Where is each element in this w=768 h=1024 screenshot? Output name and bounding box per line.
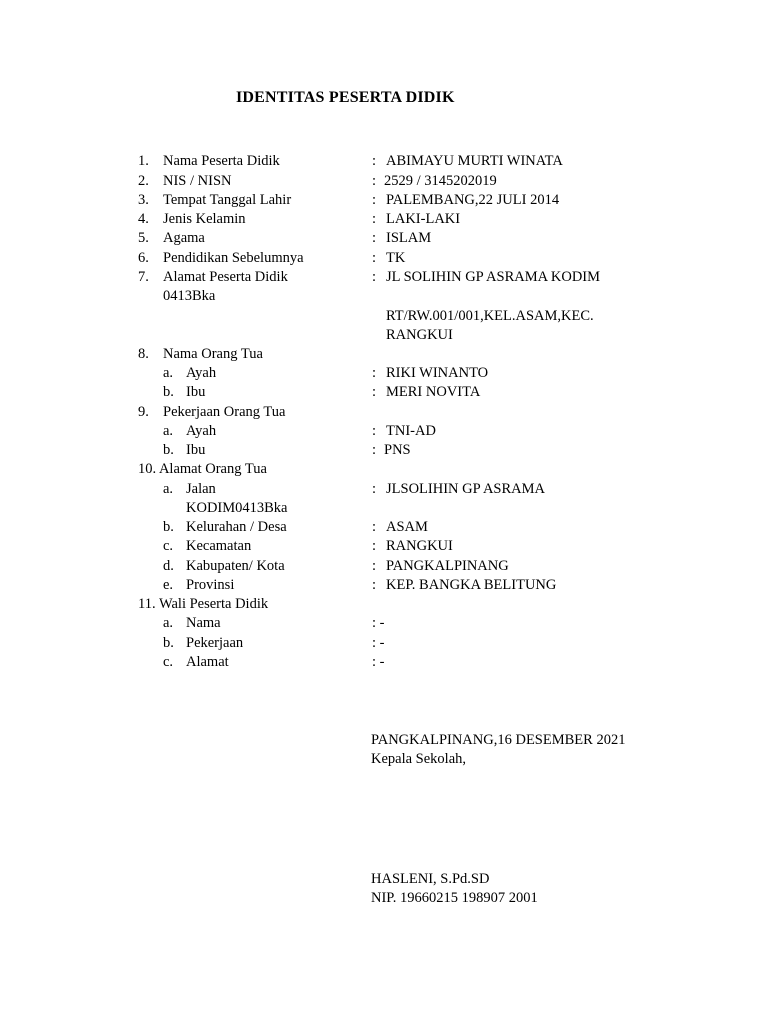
signature-nip: NIP. 19660215 198907 2001 <box>371 890 538 906</box>
field-label: NIS / NISN <box>163 173 232 189</box>
field-colon: : <box>372 538 377 554</box>
field-value: : - <box>372 615 385 631</box>
field-label: Alamat Peserta Didik <box>163 269 288 285</box>
field-colon: : <box>372 230 377 246</box>
field-label: Kabupaten/ Kota <box>186 558 285 574</box>
field-label-continued: 0413Bka <box>163 288 216 304</box>
field-label: Ayah <box>186 365 217 381</box>
field-colon: : <box>372 481 377 497</box>
field-value: MERI NOVITA <box>386 384 481 400</box>
document-title: IDENTITAS PESERTA DIDIK <box>236 89 455 106</box>
field-label: Alamat <box>186 654 229 670</box>
field-colon: : <box>372 442 377 458</box>
field-value: ABIMAYU MURTI WINATA <box>386 153 563 169</box>
field-value: ISLAM <box>386 230 432 246</box>
field-label: Provinsi <box>186 577 235 593</box>
field-letter: c. <box>163 654 174 670</box>
field-label: Pekerjaan <box>186 635 244 651</box>
field-letter: b. <box>163 442 174 458</box>
field-label: Kelurahan / Desa <box>186 519 287 535</box>
field-colon: : <box>372 558 377 574</box>
signature-place-date: PANGKALPINANG,16 DESEMBER 2021 <box>371 732 626 748</box>
section-label: Pekerjaan Orang Tua <box>163 404 286 420</box>
field-number: 5. <box>138 230 149 246</box>
field-value: PALEMBANG,22 JULI 2014 <box>386 192 560 208</box>
field-number: 9. <box>138 404 149 420</box>
field-letter: c. <box>163 538 174 554</box>
field-letter: b. <box>163 635 174 651</box>
field-letter: a. <box>163 481 174 497</box>
field-letter: b. <box>163 384 174 400</box>
field-value: TK <box>386 250 406 266</box>
field-label: Jalan <box>186 481 216 497</box>
field-number: 4. <box>138 211 149 227</box>
section-label: 10. Alamat Orang Tua <box>138 461 267 477</box>
field-colon: : <box>372 365 377 381</box>
field-letter: e. <box>163 577 174 593</box>
field-colon: : <box>372 153 377 169</box>
field-colon: : <box>372 384 377 400</box>
field-label: Jenis Kelamin <box>163 211 246 227</box>
field-value: JL SOLIHIN GP ASRAMA KODIM <box>386 269 601 285</box>
field-value: RANGKUI <box>386 538 453 554</box>
field-colon: : <box>372 423 377 439</box>
field-label: Ibu <box>186 442 206 458</box>
field-label: Nama Peserta Didik <box>163 153 280 169</box>
field-label: Pendidikan Sebelumnya <box>163 250 304 266</box>
field-value: LAKI-LAKI <box>386 211 461 227</box>
field-value: KEP. BANGKA BELITUNG <box>386 577 557 593</box>
field-label: Kecamatan <box>186 538 252 554</box>
field-number: 6. <box>138 250 149 266</box>
field-label: Ibu <box>186 384 206 400</box>
section-label: 11. Wali Peserta Didik <box>138 596 269 612</box>
section-label: Nama Orang Tua <box>163 346 263 362</box>
field-value: RIKI WINANTO <box>386 365 489 381</box>
field-letter: d. <box>163 558 174 574</box>
field-label: Tempat Tanggal Lahir <box>163 192 292 208</box>
signature-role: Kepala Sekolah, <box>371 751 467 767</box>
field-number: 8. <box>138 346 149 362</box>
field-value: : - <box>372 635 385 651</box>
field-colon: : <box>372 211 377 227</box>
field-label: Ayah <box>186 423 217 439</box>
field-number: 3. <box>138 192 149 208</box>
field-letter: a. <box>163 423 174 439</box>
field-letter: a. <box>163 615 174 631</box>
field-number: 1. <box>138 153 149 169</box>
field-letter: a. <box>163 365 174 381</box>
field-value-continued: RANGKUI <box>386 327 453 343</box>
field-value: JLSOLIHIN GP ASRAMA <box>386 481 545 497</box>
field-value: PNS <box>384 442 411 458</box>
field-label: Nama <box>186 615 221 631</box>
field-value: PANGKALPINANG <box>386 558 509 574</box>
field-number: 2. <box>138 173 149 189</box>
field-colon: : <box>372 250 377 266</box>
field-colon: : <box>372 192 377 208</box>
field-value: TNI-AD <box>386 423 436 439</box>
field-number: 7. <box>138 269 149 285</box>
field-letter: b. <box>163 519 174 535</box>
field-colon: : <box>372 269 377 285</box>
field-colon: : <box>372 173 377 189</box>
field-value: ASAM <box>386 519 428 535</box>
signature-name: HASLENI, S.Pd.SD <box>371 871 490 887</box>
field-label: Agama <box>163 230 205 246</box>
field-label-continued: KODIM0413Bka <box>186 500 288 516</box>
field-colon: : <box>372 577 377 593</box>
field-value: 2529 / 3145202019 <box>384 173 497 189</box>
field-value-continued: RT/RW.001/001,KEL.ASAM,KEC. <box>386 308 594 324</box>
field-colon: : <box>372 519 377 535</box>
field-value: : - <box>372 654 385 670</box>
